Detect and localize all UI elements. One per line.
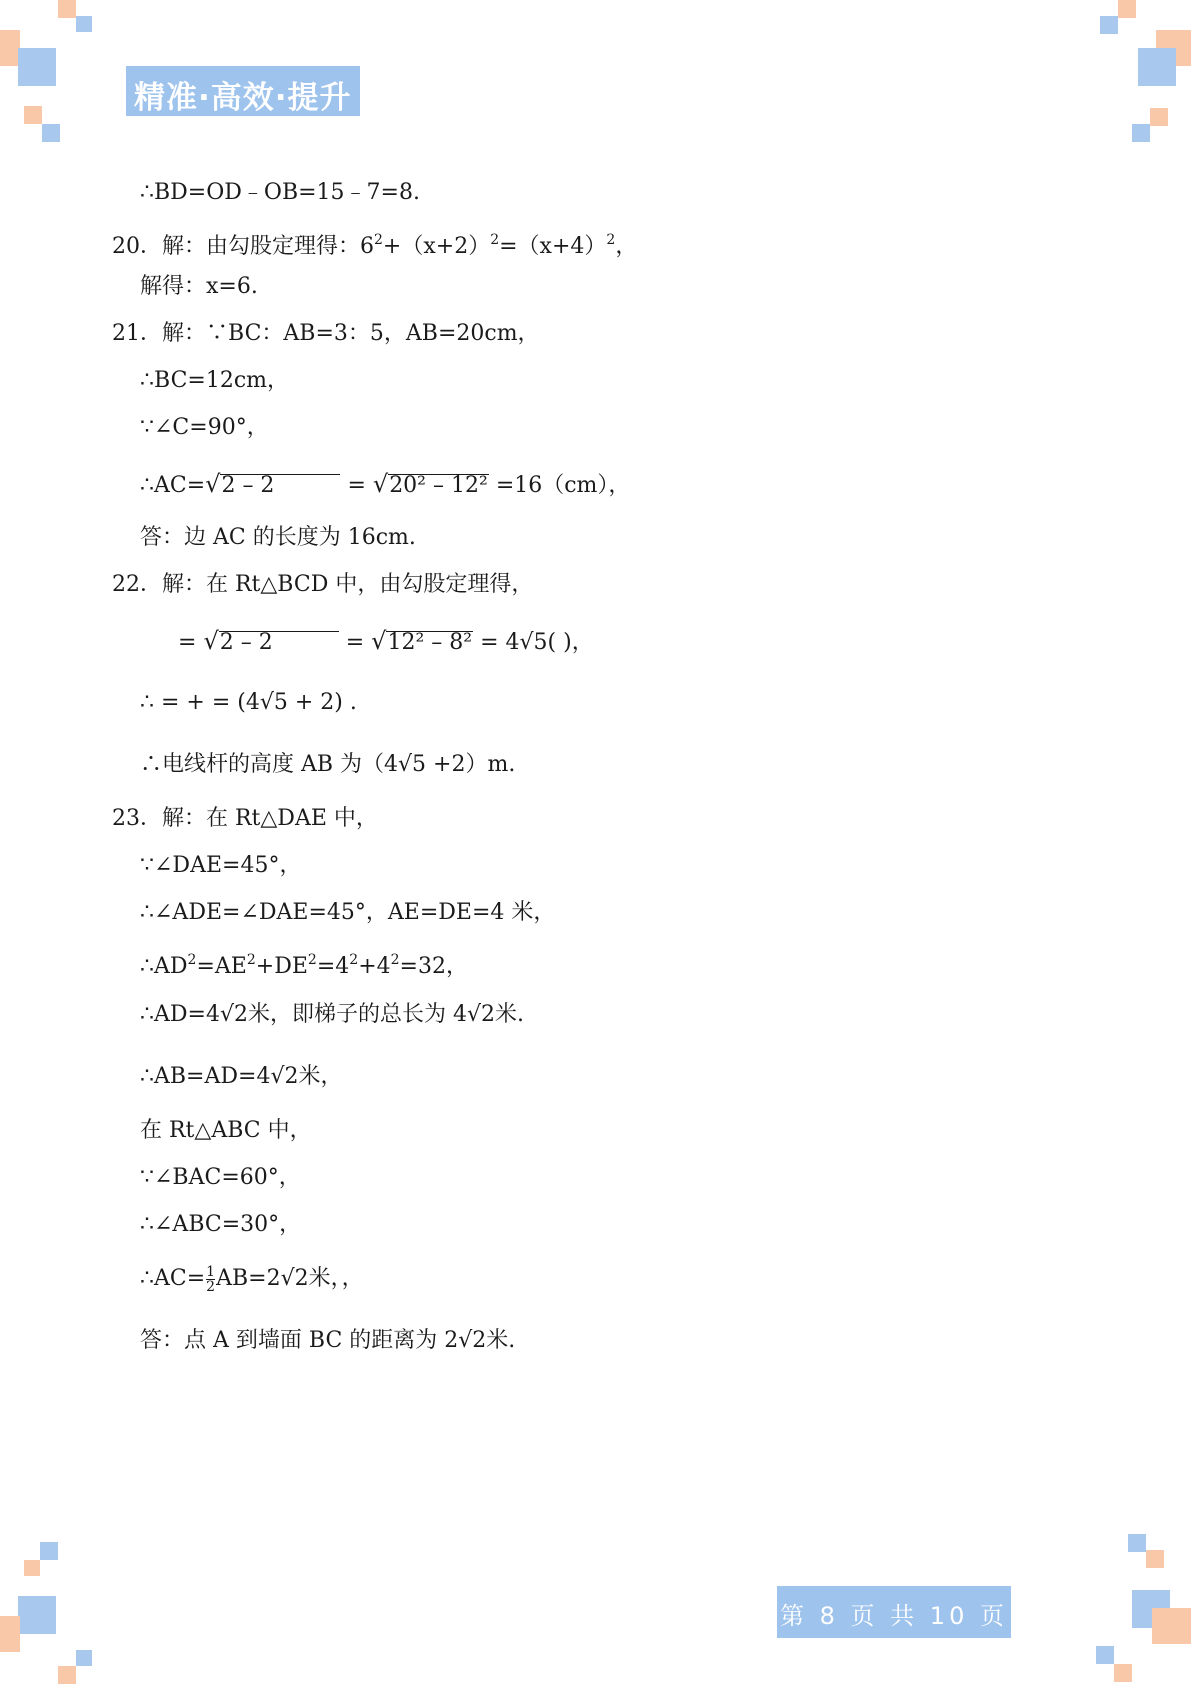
text-line: ∴ = + = (4√5 + 2) . bbox=[140, 690, 357, 715]
text-line: ∴AB=AD=4√2米， bbox=[140, 1064, 343, 1089]
text-line: ∴∠ADE=∠DAE=45°，AE=DE=4 米， bbox=[140, 900, 556, 925]
header-banner-text: 精准·高效·提升 bbox=[134, 80, 352, 116]
text-line: ∵∠DAE=45°， bbox=[140, 853, 302, 878]
text-line: ∴电线杆的高度 AB 为（4√5 +2）m. bbox=[140, 752, 516, 777]
page-number-box bbox=[777, 1586, 1011, 1638]
text-line: 21．解：∵BC：AB=3：5，AB=20cm， bbox=[112, 321, 540, 346]
text-line: = √2 – 2 = √12² – 8² = 4√5( )， bbox=[178, 627, 594, 655]
header-banner bbox=[126, 66, 360, 116]
text-line: ∴AD=4√2米，即梯子的总长为 4√2米. bbox=[140, 1002, 524, 1027]
text-line: 23．解：在 Rt△DAE 中， bbox=[112, 806, 378, 831]
page-number-label: 第 8 页 共 10 页 bbox=[780, 1602, 1008, 1630]
text-line: 20．解：由勾股定理得：$6^2+(x+2)^2=(x+4)^2$， bbox=[112, 232, 638, 259]
text-line: ∴AC=√2 – 2 = √20² – 12² =16（cm）， bbox=[140, 470, 631, 498]
text-line: 22．解：在 Rt△BCD 中，由勾股定理得， bbox=[112, 572, 534, 597]
text-line: ∵∠BAC=60°， bbox=[140, 1165, 301, 1190]
text-line: 在 Rt△ABC 中， bbox=[140, 1118, 312, 1143]
text-line: ∴∠ABC=30°， bbox=[140, 1212, 302, 1237]
text-line: 答：边 AC 的长度为 16cm. bbox=[140, 525, 416, 550]
text-line: 解得：x=6. bbox=[140, 274, 258, 299]
text-line: 答：点 A 到墙面 BC 的距离为 2√2米. bbox=[140, 1328, 516, 1353]
text-line: ∴AC= $\frac{1}{2}$ AB=2√2米，， bbox=[140, 1263, 364, 1295]
text-line: ∴BD=OD﹣OB=15﹣7=8. bbox=[140, 180, 420, 205]
text-line: ∴BC=12cm， bbox=[140, 368, 290, 393]
fraction-one-half: $\frac{1}{2}$ bbox=[206, 1263, 216, 1295]
text-line: ∵∠C=90°， bbox=[140, 415, 269, 440]
text-line: $\therefore AD^2=AE^2+DE^2=4^2+4^2=32$， bbox=[140, 952, 468, 979]
